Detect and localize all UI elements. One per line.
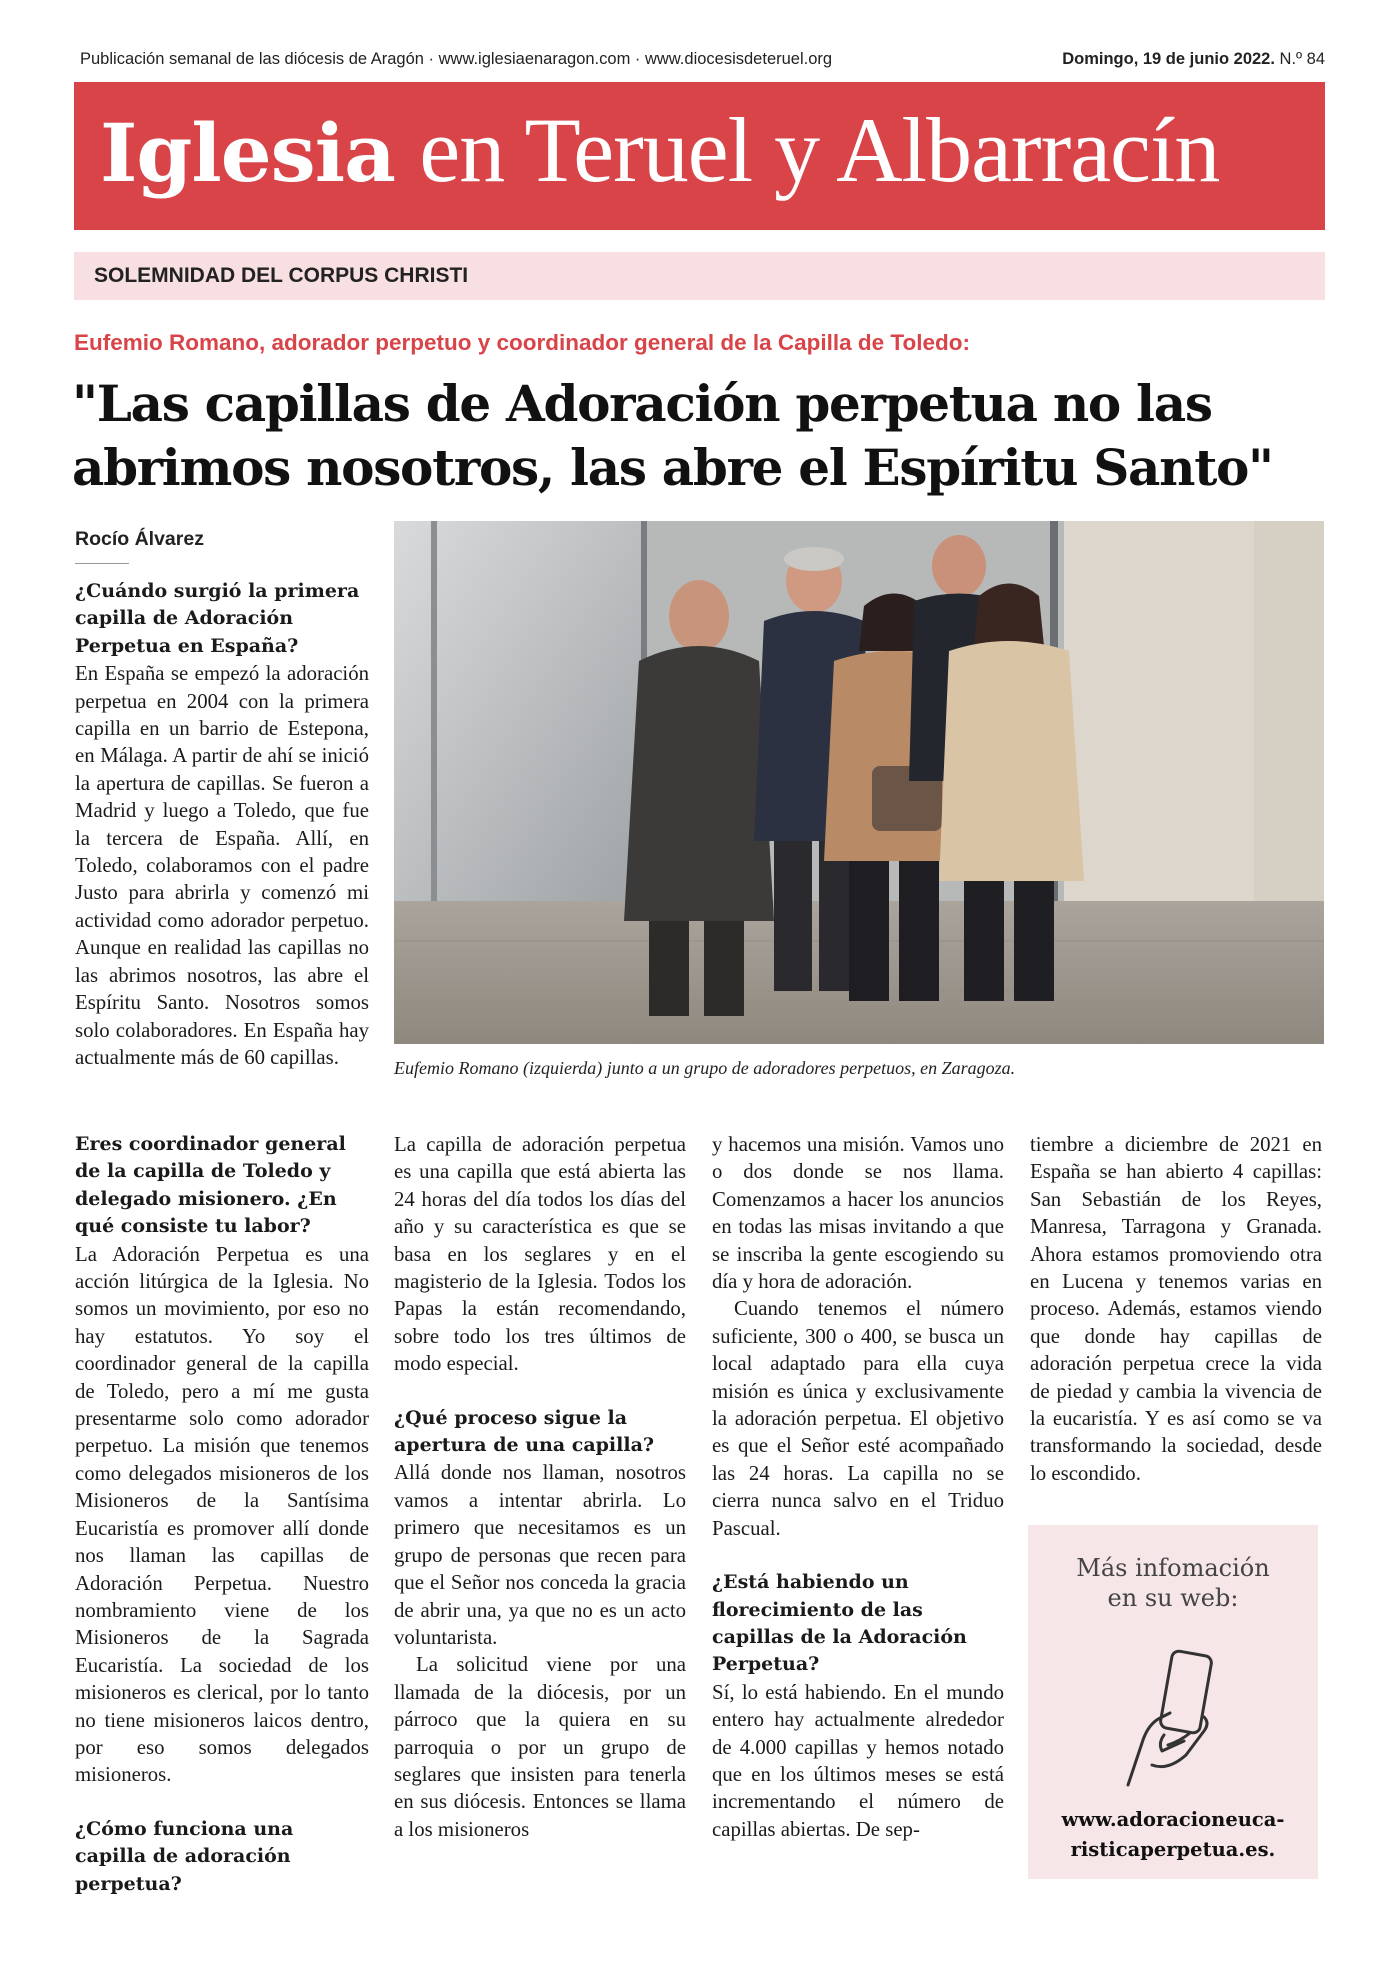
answer-5-continued: tiembre a diciembre de 2021 en España se han abierto 4 capillas: San Sebastián de los Reyes, Manresa, Tarragona y Granada. Ahora estamos promoviendo otra en Lucena y tenemos varias en proceso. Además, estamos viendo que donde hay capillas de adoración perpetua crece la vida de piedad y cambia la vivencia de la eucaristía. Y es así como se va transformando la sociedad, desde lo escondido. (1030, 1133, 1322, 1485)
headline-line-1: "Las capillas de Adoración perpetua no las (72, 374, 1212, 433)
answer-4-continued: La solicitud viene por una llamada de la diócesis, por un párroco que la quiera en su parroquia o por un grupo de seglares que insisten para tenerla en sus diócesis. Entonces se llama a los misioneros (394, 1653, 686, 1841)
date-text: Domingo, 19 de junio 2022. (1062, 50, 1275, 68)
question-4: ¿Qué proceso sigue la apertura de una capilla? (394, 1406, 655, 1457)
column-2 (394, 1131, 686, 1843)
question-1: ¿Cuándo surgió la primera capilla de Adoración Perpetua en España? (75, 580, 360, 657)
headline-line-2: abrimos nosotros, las abre el Espíritu Santo" (72, 438, 1273, 497)
info-box-url[interactable]: www.adoracioneuca- risticaperpetua.es. (1061, 1808, 1285, 1861)
question-5: ¿Está habiendo un florecimiento de las capillas de la Adoración Perpetua? (712, 1571, 967, 1676)
answer-3: La capilla de adoración perpetua es una capilla que está abierta las 24 horas del día todos los días del año y su característica es que se basa en los seglares y en el magisterio de la Iglesia. Todos los Papas la están recomendando, sobre todo los tres últimos de modo especial. (394, 1133, 686, 1376)
answer-2: La Adoración Perpetua es una acción litúrgica de la Iglesia. No somos un movimiento, por eso no hay estatutos. Yo soy el coordinador general de la capilla de Toledo, pero a mí me gusta presentarme solo como adorador perpetuo. La misión que tenemos como delegados misioneros de los Misioneros de la Santísima Eucaristía es promover allí donde nos llaman las capillas de Adoración Perpetua. Nuestro nombramiento viene de los Misioneros de la Sagrada Eucaristía. La sociedad de los misioneros es clerical, por lo tanto no tiene misioneros laicos dentro, por eso somos delegados misioneros. (75, 1242, 369, 1787)
masthead-light: en Teruel y Albarracín (419, 99, 1220, 201)
hand-phone-icon (1108, 1645, 1238, 1795)
group-photo-illustration (394, 521, 1324, 1044)
answer-4-part-4: Cuando tenemos el número suficiente, 300 o 400, se busca un local adaptado para ella cuya misión es única y exclusivamente la adoración perpetua. El objetivo es que el Señor esté acompañado las 24 horas. La capilla no se cierra nunca salvo en el Triduo Pascual. (712, 1297, 1004, 1540)
info-box-title: Más infomación en su web: (1076, 1554, 1270, 1612)
masthead (74, 82, 1325, 230)
section-title: SOLEMNIDAD DEL CORPUS CHRISTI (94, 264, 469, 287)
issue-date (1062, 50, 1325, 69)
column-3 (712, 1131, 1004, 1843)
article-photo (394, 521, 1324, 1044)
headline (72, 372, 1332, 500)
column-1 (75, 1131, 369, 1898)
column-4 (1030, 1131, 1322, 1487)
top-info-line (80, 50, 1325, 74)
question-2: Eres coordinador general de la capilla de Toledo y delegado misionero. ¿En qué consiste tu labor? (75, 1133, 346, 1238)
column-intro (75, 578, 369, 1071)
info-box (1028, 1525, 1318, 1879)
photo-caption: Eufemio Romano (izquierda) junto a un grupo de adoradores perpetuos, en Zaragoza. (394, 1058, 1016, 1078)
answer-1: En España se empezó la adoración perpetua en 2004 con la primera capilla en un barrio de Estepona, en Málaga. A partir de ahí se inició la apertura de capillas. Se fueron a Madrid y luego a Toledo, que fue la tercera de España. Allí, en Toledo, colaboramos con el padre Justo para abrirla y comenzó mi actividad como adorador perpetuo. Aunque en realidad las capillas no las abrimos nosotros, las abre el Espíritu Santo. Nosotros somos solo colaboradores. En España hay actualmente más de 60 capillas. (75, 662, 369, 1069)
masthead-bold: Iglesia (100, 106, 395, 200)
issue-number: N.º 84 (1279, 50, 1325, 68)
answer-4-part-3: y hacemos una misión. Vamos uno o dos donde se nos llama. Comenzamos a hacer los anuncios en todas las misas invitando a que se inscriba la gente escogiendo su día y hora de adoración. (712, 1133, 1004, 1294)
publication-info: Publicación semanal de las diócesis de Aragón · www.iglesiaenaragon.com · www.diocesisdeteruel.org (80, 50, 833, 68)
question-3: ¿Cómo funciona una capilla de adoración perpetua? (75, 1817, 294, 1895)
byline: Rocío Álvarez (75, 528, 204, 550)
answer-4: Allá donde nos llaman, nosotros vamos a intentar abrirla. Lo primero que necesitamos es un grupo de personas que recen para que el Señor nos conceda la gracia de abrir una, ya que no es un acto voluntarista. (394, 1461, 686, 1649)
answer-5: Sí, lo está habiendo. En el mundo entero hay actualmente alrededor de 4.000 capillas y hemos notado que en los últimos meses se está incrementando el número de capillas abiertas. De sep- (712, 1680, 1004, 1841)
masthead-title (100, 100, 1219, 204)
section-bar (74, 252, 1325, 300)
byline-divider (75, 563, 129, 564)
kicker: Eufemio Romano, adorador perpetuo y coordinador general de la Capilla de Toledo: (74, 330, 970, 355)
